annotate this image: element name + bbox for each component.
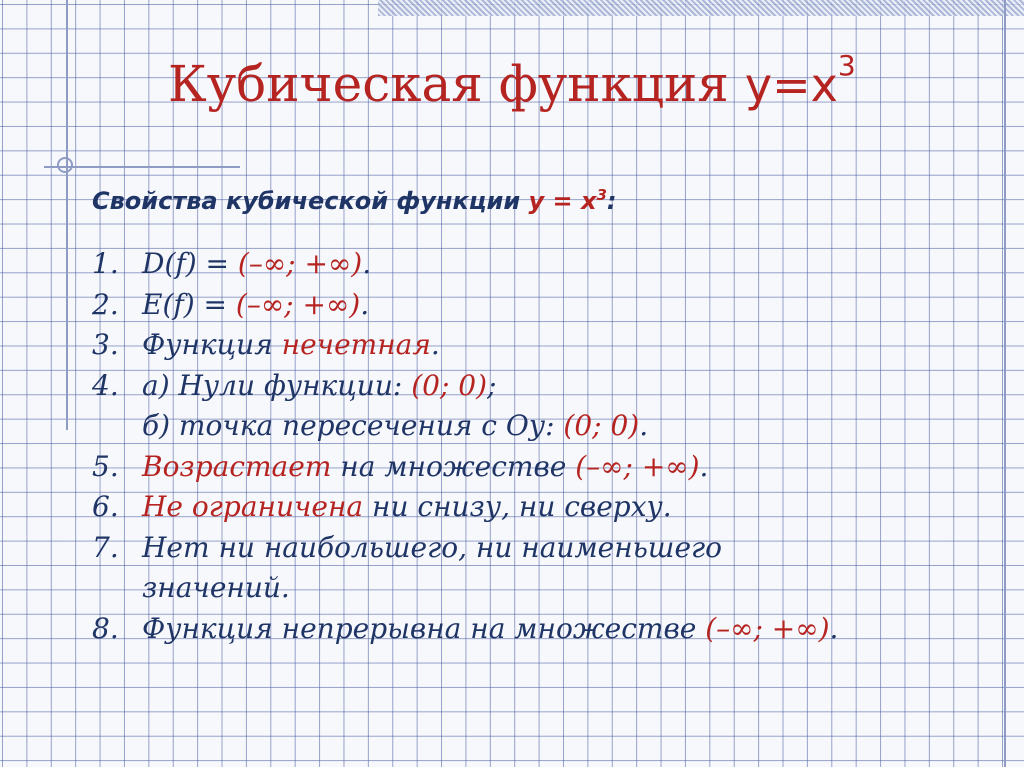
property-text bbox=[142, 447, 972, 488]
property-item bbox=[92, 528, 972, 609]
plain-text: Нет ни наибольшего, ни наименьшего bbox=[142, 530, 723, 564]
highlight-text: (–∞; +∞) bbox=[575, 449, 700, 483]
left-margin-rule bbox=[66, 0, 68, 430]
plain-text: D(f) = bbox=[142, 247, 238, 280]
property-text bbox=[142, 325, 972, 366]
property-number: 1. bbox=[92, 247, 119, 280]
plain-text: Функция bbox=[142, 328, 282, 361]
plain-text: . bbox=[362, 247, 372, 280]
property-line bbox=[142, 244, 972, 285]
plain-text: E(f) = bbox=[142, 287, 236, 321]
property-item bbox=[92, 325, 972, 366]
plain-text: . bbox=[430, 328, 440, 361]
property-line bbox=[142, 487, 972, 528]
slide-title bbox=[168, 49, 888, 115]
property-text bbox=[142, 366, 972, 447]
property-item bbox=[92, 244, 972, 285]
property-line bbox=[142, 366, 972, 407]
property-number: 4. bbox=[92, 368, 119, 402]
notebook-horizontal-rule bbox=[44, 166, 240, 168]
plain-text: Функция непрерывна на множестве bbox=[142, 611, 706, 645]
highlight-text: (–∞; +∞) bbox=[235, 287, 361, 321]
property-line bbox=[142, 609, 972, 650]
properties-list bbox=[92, 244, 972, 649]
property-number: 8. bbox=[92, 611, 119, 645]
property-line bbox=[142, 568, 972, 609]
property-text bbox=[142, 244, 972, 285]
properties-heading bbox=[92, 183, 852, 219]
property-number: 6. bbox=[92, 490, 119, 523]
heading-formula-base: y = x bbox=[528, 187, 597, 215]
highlight-text: (0; 0) bbox=[563, 409, 640, 442]
plain-text: ; bbox=[487, 368, 497, 402]
property-text bbox=[142, 609, 972, 650]
top-hatched-band bbox=[378, 0, 1024, 16]
property-number: 7. bbox=[92, 530, 119, 564]
property-text bbox=[142, 528, 972, 609]
property-item bbox=[92, 285, 972, 326]
heading-formula-exponent: 3 bbox=[596, 186, 607, 204]
property-item bbox=[92, 447, 972, 488]
title-formula bbox=[744, 49, 856, 112]
plain-text: ни снизу, ни сверху. bbox=[363, 490, 672, 523]
highlight-text: Не ограничена bbox=[142, 490, 364, 523]
plain-text: . bbox=[639, 409, 649, 442]
notebook-ring-icon bbox=[57, 157, 73, 173]
property-item bbox=[92, 487, 972, 528]
property-item bbox=[92, 609, 972, 650]
highlight-text: нечетная bbox=[281, 328, 431, 361]
property-text bbox=[142, 487, 972, 528]
property-line bbox=[142, 406, 972, 447]
heading-text: Свойства кубической функции bbox=[92, 187, 521, 215]
plain-text: . bbox=[699, 449, 709, 483]
property-line bbox=[142, 447, 972, 488]
plain-text: на множестве bbox=[331, 449, 576, 483]
property-number: 5. bbox=[92, 449, 119, 483]
title-formula-base: y=x bbox=[744, 58, 838, 112]
right-margin-rule bbox=[1004, 0, 1006, 767]
plain-text: значений. bbox=[142, 571, 290, 604]
plain-text: а) Нули функции: bbox=[142, 368, 412, 402]
title-formula-exponent: 3 bbox=[837, 49, 856, 82]
property-line bbox=[142, 285, 972, 326]
highlight-text: (–∞; +∞) bbox=[237, 247, 363, 280]
plain-text: . bbox=[829, 611, 839, 645]
property-number: 3. bbox=[92, 328, 119, 361]
highlight-text: (–∞; +∞) bbox=[705, 611, 830, 645]
highlight-text: (0; 0) bbox=[411, 368, 488, 402]
property-line bbox=[142, 325, 972, 366]
property-line bbox=[142, 528, 972, 569]
plain-text: б) точка пересечения с Оу: bbox=[142, 409, 564, 442]
property-number: 2. bbox=[92, 287, 119, 321]
highlight-text: Возрастает bbox=[142, 449, 332, 483]
plain-text: . bbox=[360, 287, 370, 321]
property-text bbox=[142, 285, 972, 326]
title-text: Кубическая функция bbox=[168, 55, 729, 113]
property-item bbox=[92, 366, 972, 447]
heading-suffix: : bbox=[606, 187, 617, 215]
heading-formula bbox=[529, 187, 607, 215]
